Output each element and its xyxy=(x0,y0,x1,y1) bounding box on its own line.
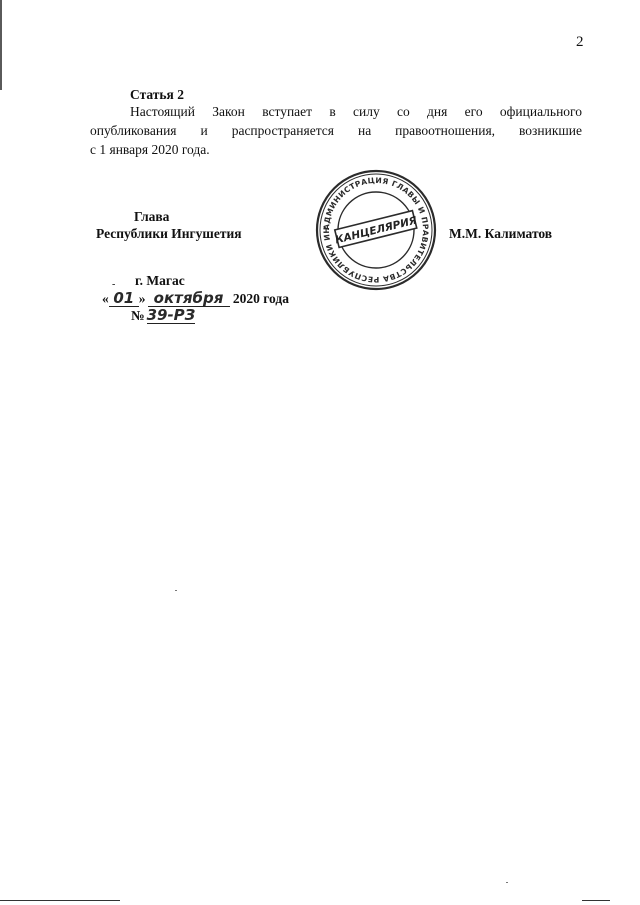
official-stamp xyxy=(314,168,438,292)
scan-edge xyxy=(0,0,2,90)
law-number xyxy=(131,308,195,324)
law-number-prefix: № xyxy=(131,308,145,323)
date-year: 2020 года xyxy=(232,291,289,306)
date-month-handwritten: октября xyxy=(148,291,230,307)
scan-speck xyxy=(506,882,508,883)
article-heading: Статья 2 xyxy=(130,87,184,102)
article-text-line-2: опубликования и распространяется на правоотношения, возникшие xyxy=(90,123,582,138)
stamp-ring-text: АДМИНИСТРАЦИЯ ГЛАВЫ И ПРАВИТЕЛЬСТВА РЕСПУБЛИКИ ИН xyxy=(321,175,431,285)
article-text-line-1: Настоящий Закон вступает в силу со дня его официального xyxy=(130,104,582,119)
signatory-title-line-1: Глава xyxy=(134,209,170,224)
law-number-handwritten: 39-РЗ xyxy=(146,306,196,324)
signatory-name: М.М. Калиматов xyxy=(449,226,553,241)
date-day-handwritten: 01 xyxy=(109,291,139,307)
place-of-signing: г. Магас xyxy=(135,273,185,288)
article-text-line-3: с 1 января 2020 года. xyxy=(90,142,210,157)
scan-speck xyxy=(175,590,177,591)
stamp-seal-graphic xyxy=(314,168,438,292)
scan-bottom-line xyxy=(582,900,610,901)
signatory-title-line-2: Республики Ингушетия xyxy=(96,226,242,241)
stamp-center-text: КАНЦЕЛЯРИЯ xyxy=(334,214,419,247)
scan-bottom-line xyxy=(0,900,120,901)
date-close-quote: » xyxy=(138,291,146,306)
date-open-quote: « xyxy=(102,291,109,306)
bullet-mark: - xyxy=(112,279,116,290)
signing-date xyxy=(102,291,289,307)
page-number: 2 xyxy=(576,34,584,50)
